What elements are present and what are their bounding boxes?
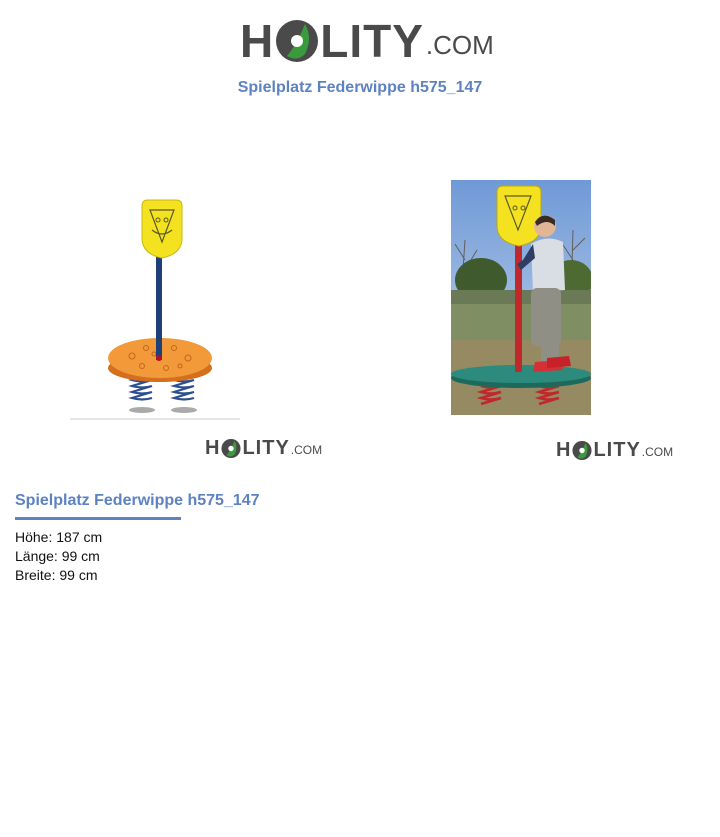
spec-height: Höhe: 187 cm	[15, 529, 103, 545]
logo-letter-h: H	[205, 437, 221, 459]
logo-suffix: .COM	[425, 30, 494, 60]
logo-letter-h: H	[240, 15, 275, 67]
logo-suffix: .COM	[290, 443, 323, 457]
logo-o-icon	[275, 16, 319, 66]
logo-suffix: .COM	[641, 445, 674, 459]
child-on-spring-rocker-photo	[451, 180, 591, 415]
logo-letters-lity: LITY	[242, 437, 290, 459]
logo-letter-h: H	[556, 439, 572, 461]
spring-rocker-illustration	[70, 196, 240, 422]
logo-letters-lity: LITY	[593, 439, 641, 461]
product-specs	[15, 528, 102, 585]
spec-length: Länge: 99 cm	[15, 548, 100, 564]
product-title: Spielplatz Federwippe h575_147	[15, 492, 260, 509]
brand-logo-small[interactable]	[556, 436, 673, 462]
logo-letters-lity: LITY	[320, 15, 424, 67]
brand-logo[interactable]	[240, 12, 494, 66]
spec-width: Breite: 99 cm	[15, 567, 98, 583]
title-underline	[15, 517, 181, 520]
logo-o-icon	[572, 439, 592, 462]
logo-o-icon	[221, 437, 241, 460]
page-title: Spielplatz Federwippe h575_147	[237, 79, 483, 96]
brand-logo-small[interactable]	[205, 434, 322, 460]
